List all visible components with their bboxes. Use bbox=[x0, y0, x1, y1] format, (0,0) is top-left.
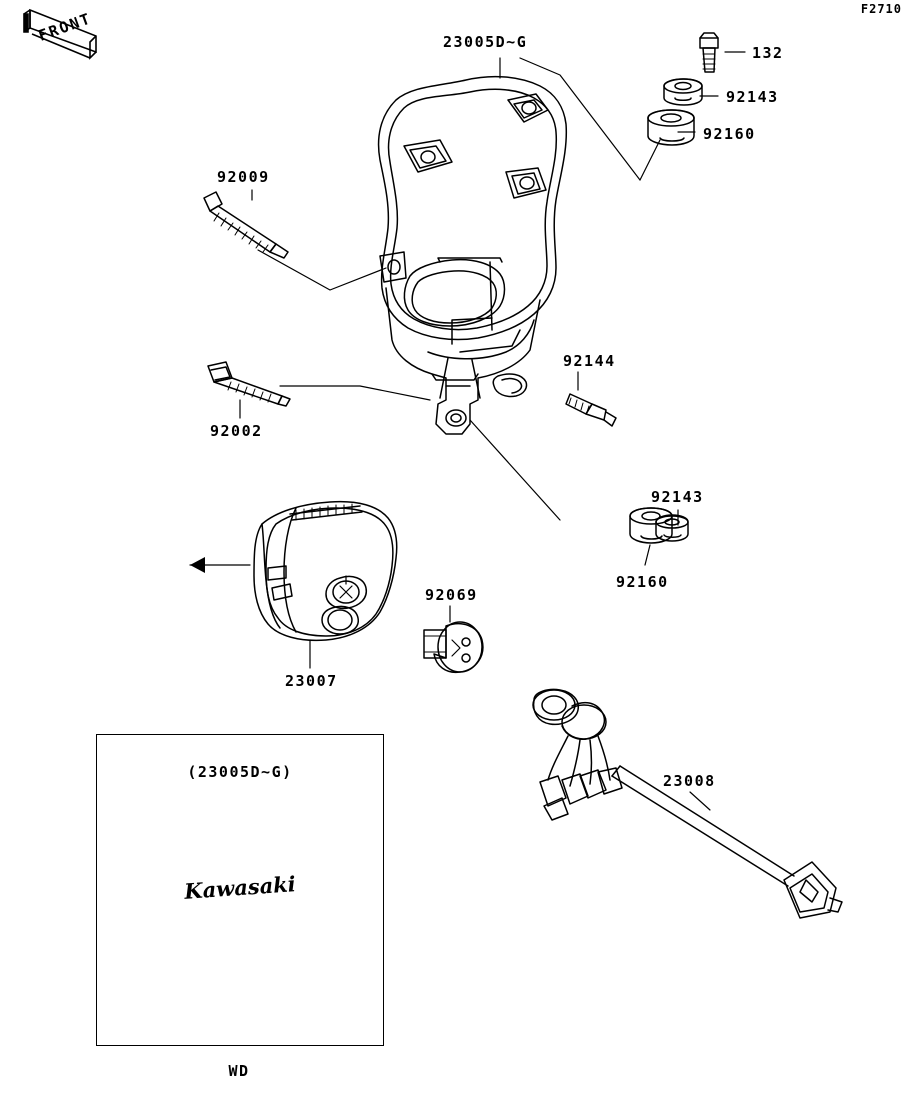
callout-92143-top: 92143 bbox=[726, 88, 779, 106]
callout-92160-mid: 92160 bbox=[616, 573, 669, 591]
callout-92160-top: 92160 bbox=[703, 125, 756, 143]
front-badge-label: FRONT bbox=[36, 9, 94, 45]
callout-92002: 92002 bbox=[210, 422, 263, 440]
inset-caption: (23005D~G) bbox=[187, 763, 293, 781]
footer-note: WD bbox=[228, 1062, 250, 1080]
callout-23007: 23007 bbox=[285, 672, 338, 690]
brand-wordmark: Kawasaki bbox=[183, 871, 297, 904]
callout-23005dg: 23005D~G bbox=[443, 33, 528, 51]
callout-92143-mid: 92143 bbox=[651, 488, 704, 506]
callout-92069: 92069 bbox=[425, 586, 478, 604]
figure-code: F2710 bbox=[860, 2, 902, 16]
callout-92009: 92009 bbox=[217, 168, 270, 186]
callout-92144: 92144 bbox=[563, 352, 616, 370]
callout-23008: 23008 bbox=[663, 772, 716, 790]
callout-132: 132 bbox=[752, 44, 784, 62]
